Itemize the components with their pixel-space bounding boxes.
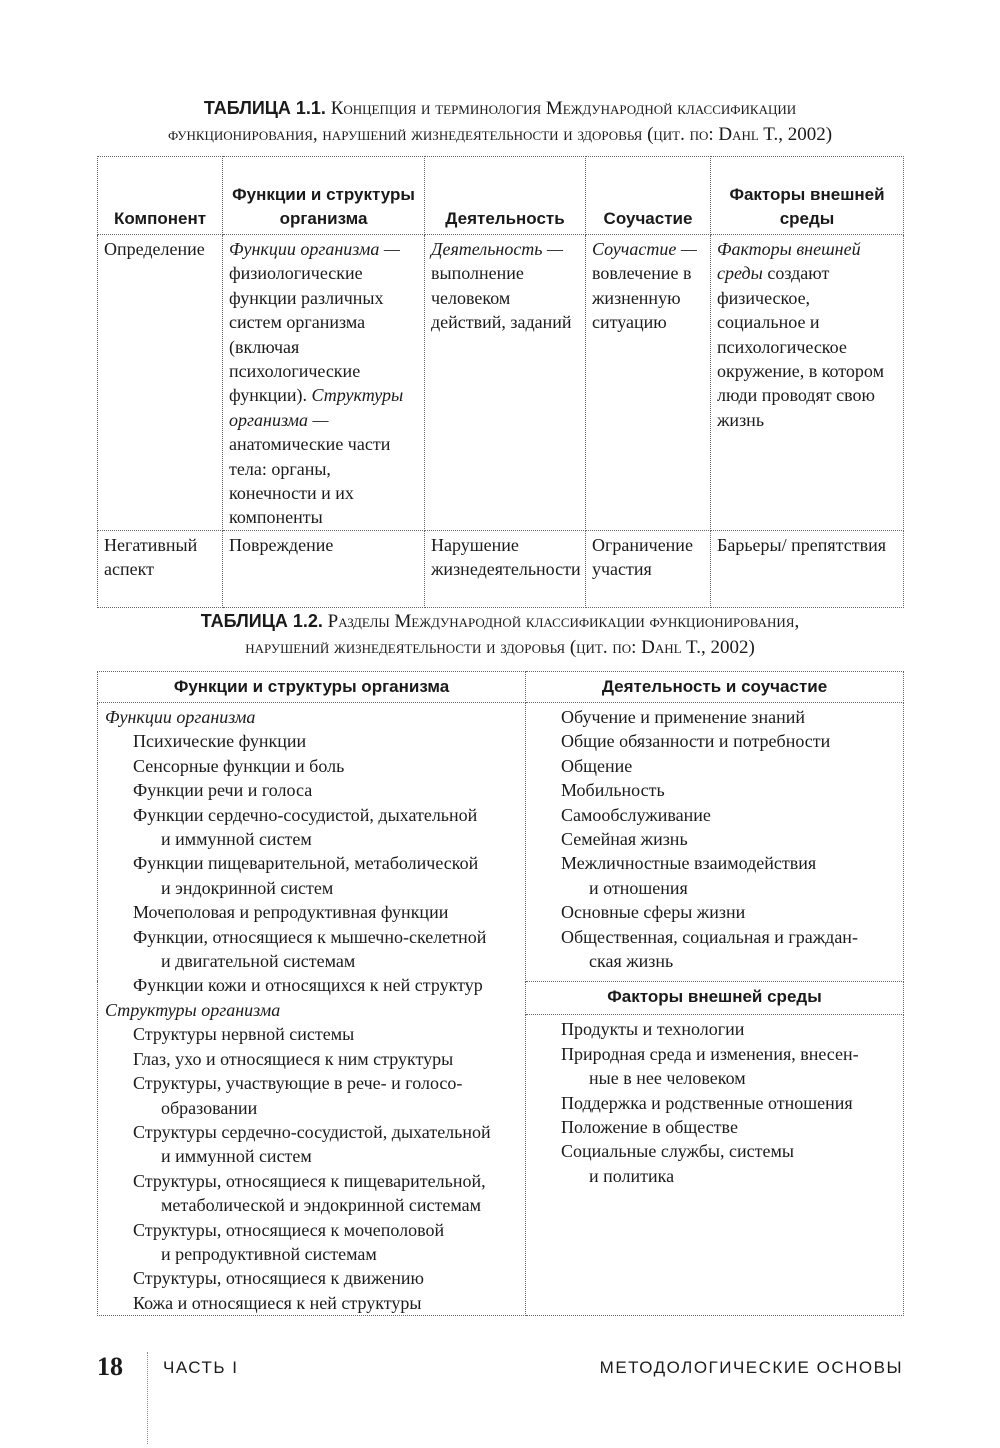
table2-header-row bbox=[98, 672, 904, 703]
env-list bbox=[533, 1017, 895, 1188]
structure-item-text: Структуры, участвующие в рече- и голосо- bbox=[133, 1073, 463, 1094]
structures-term: Структуры организма — bbox=[229, 385, 404, 430]
env-item bbox=[533, 1091, 895, 1115]
footer-section: МЕТОДОЛОГИЧЕСКИЕ ОСНОВЫ bbox=[599, 1358, 903, 1377]
table1-header-environment: Факторы внешней среды bbox=[711, 157, 904, 235]
function-item-continuation: и иммунной систем bbox=[161, 829, 312, 850]
functions-list bbox=[105, 729, 517, 997]
activity-item-text: Общение bbox=[561, 755, 633, 776]
function-item bbox=[105, 803, 517, 852]
structure-item-text: Структуры сердечно-сосудистой, дыхательной bbox=[133, 1121, 491, 1142]
activity-item bbox=[533, 729, 895, 753]
activity-item bbox=[533, 705, 895, 729]
function-item-text: Функции пищеварительной, метаболической bbox=[133, 853, 479, 874]
activity-item bbox=[533, 827, 895, 851]
function-item-continuation: и двигательной системам bbox=[161, 951, 356, 972]
structure-item-continuation: и репродуктивной системам bbox=[161, 1243, 377, 1264]
function-item-continuation: и эндокринной систем bbox=[161, 877, 334, 898]
table2-body-row bbox=[98, 703, 904, 982]
structure-item-text: Глаз, ухо и относящиеся к ним структуры bbox=[133, 1048, 454, 1069]
env-item-text: Социальные службы, системы bbox=[561, 1141, 794, 1162]
env-item bbox=[533, 1017, 895, 1041]
activity-item-text: Общие обязанности и потребности bbox=[561, 731, 831, 752]
definition-participation bbox=[586, 235, 711, 531]
structures-text: анатомические части тела: органы, конечности и их компоненты bbox=[229, 434, 391, 528]
table1-title-line2: функционирования, нарушений жизнедеятельности и здоровья (цит. по: Dahl T., 2002) bbox=[167, 124, 833, 145]
structure-item-text: Кожа и относящиеся к ней структуры bbox=[133, 1292, 422, 1313]
function-item bbox=[105, 900, 517, 924]
table1 bbox=[97, 156, 904, 608]
negative-environment: Барьеры/ препятствия bbox=[711, 530, 904, 607]
activity-item-text: Обучение и применение знаний bbox=[561, 707, 806, 727]
structures-category: Структуры организма bbox=[105, 999, 281, 1020]
structure-item-text: Структуры, относящиеся к пищеварительной, bbox=[133, 1170, 486, 1191]
participation-term: Соучастие — bbox=[592, 239, 697, 259]
activity-item-text: Самообслуживание bbox=[561, 804, 711, 825]
env-item bbox=[533, 1115, 895, 1139]
function-item-text: Функции речи и голоса bbox=[133, 780, 313, 801]
activity-list bbox=[533, 705, 895, 973]
table1-header-activity: Деятельность bbox=[425, 157, 586, 235]
function-item-text: Функции сердечно-сосудистой, дыхательной bbox=[133, 804, 478, 825]
structure-item bbox=[105, 1120, 517, 1169]
table2-env-cell bbox=[526, 1015, 904, 1316]
table1-header-participation: Соучастие bbox=[586, 157, 711, 235]
table2-header-right: Деятельность и соучастие bbox=[526, 672, 904, 703]
function-item bbox=[105, 973, 517, 997]
activity-item bbox=[533, 803, 895, 827]
negative-functions: Повреждение bbox=[223, 530, 425, 607]
table1-caption bbox=[97, 95, 903, 148]
functions-term: Функции организма — bbox=[229, 239, 400, 259]
table1-header-component: Компонент bbox=[98, 157, 223, 235]
definition-functions bbox=[223, 235, 425, 531]
table2-title-line2: нарушений жизнедеятельности и здоровья (цит. по: Dahl T., 2002) bbox=[245, 637, 755, 658]
activity-item-text: Мобильность bbox=[561, 780, 665, 801]
structure-item-text: Структуры нервной системы bbox=[133, 1024, 355, 1045]
table2-title-line1: Разделы Международной классификации функционирования, bbox=[327, 611, 800, 632]
function-item bbox=[105, 729, 517, 753]
structure-item-text: Структуры, относящиеся к движению bbox=[133, 1268, 424, 1289]
footer-divider bbox=[147, 1352, 148, 1444]
structure-item bbox=[105, 1047, 517, 1071]
env-item-continuation: ные в нее человеком bbox=[589, 1068, 746, 1089]
structure-item bbox=[105, 1218, 517, 1267]
env-term: Факторы внешней среды bbox=[717, 239, 861, 284]
definition-environment bbox=[711, 235, 904, 531]
structure-item bbox=[105, 1291, 517, 1315]
structure-item-continuation: и иммунной систем bbox=[161, 1146, 312, 1167]
function-item-text: Мочеполовая и репродуктивная функции bbox=[133, 902, 449, 923]
table1-row-definition bbox=[98, 235, 904, 531]
structure-item bbox=[105, 1266, 517, 1290]
activity-term: Деятельность — bbox=[431, 239, 564, 259]
env-item-text: Поддержка и родственные отношения bbox=[561, 1092, 853, 1113]
table1-header-functions: Функции и структуры организма bbox=[223, 157, 425, 235]
negative-participation: Ограничение участия bbox=[586, 530, 711, 607]
activity-item bbox=[533, 754, 895, 778]
table2-label: ТАБЛИЦА 1.2. bbox=[200, 611, 323, 631]
footer-part: ЧАСТЬ I bbox=[163, 1358, 239, 1377]
function-item-text: Сенсорные функции и боль bbox=[133, 755, 345, 776]
table2 bbox=[97, 671, 904, 1316]
structure-item bbox=[105, 1022, 517, 1046]
table2-activity-cell bbox=[526, 703, 904, 982]
structure-item bbox=[105, 1169, 517, 1218]
activity-item-text: Семейная жизнь bbox=[561, 829, 688, 850]
table2-header-left: Функции и структуры организма bbox=[98, 672, 526, 703]
table2-left-cell bbox=[98, 703, 526, 1316]
env-item-text: Положение в обществе bbox=[561, 1117, 738, 1138]
function-item-text: Функции кожи и относящихся к ней структур bbox=[133, 975, 483, 996]
activity-item bbox=[533, 925, 895, 974]
function-item-text: Функции, относящиеся к мышечно-скелетной bbox=[133, 926, 487, 947]
activity-item-text: Межличностные взаимодействия bbox=[561, 853, 817, 874]
activity-item bbox=[533, 900, 895, 924]
env-item-continuation: и политика bbox=[589, 1165, 675, 1186]
structure-item bbox=[105, 1071, 517, 1120]
function-item-text: Психические функции bbox=[133, 731, 307, 752]
function-item bbox=[105, 778, 517, 802]
activity-text: выполнение человеком действий, заданий bbox=[431, 263, 572, 333]
activity-item-continuation: ская жизнь bbox=[589, 951, 674, 972]
activity-item-text: Основные сферы жизни bbox=[561, 902, 746, 923]
structure-item-continuation: метаболической и эндокринной системам bbox=[161, 1195, 481, 1216]
env-text: создают физическое, социальное и психологическое окружение, в котором люди проводят свою жизнь bbox=[717, 263, 884, 430]
table2-caption bbox=[97, 608, 903, 661]
env-item bbox=[533, 1139, 895, 1188]
definition-activity bbox=[425, 235, 586, 531]
structure-item-text: Структуры, относящиеся к мочеполовой bbox=[133, 1219, 445, 1240]
env-item-text: Продукты и технологии bbox=[561, 1019, 745, 1040]
table2-header-env: Факторы внешней среды bbox=[526, 981, 904, 1015]
negative-label: Негативный аспект bbox=[98, 530, 223, 607]
table1-label: ТАБЛИЦА 1.1. bbox=[203, 98, 326, 118]
functions-text: физиологические функции различных систем организма (включая психологические функции). bbox=[229, 263, 384, 406]
participation-text: вовлечение в жизненную ситуацию bbox=[592, 263, 692, 333]
activity-item-text: Общественная, социальная и граждан- bbox=[561, 926, 858, 947]
page-number: 18 bbox=[97, 1352, 123, 1381]
table1-row-negative bbox=[98, 530, 904, 607]
negative-activity: Нарушение жизнедеятельности bbox=[425, 530, 586, 607]
page-footer bbox=[97, 1352, 903, 1382]
structures-list bbox=[105, 1022, 517, 1315]
activity-item bbox=[533, 778, 895, 802]
function-item bbox=[105, 754, 517, 778]
activity-item bbox=[533, 851, 895, 900]
functions-category: Функции организма bbox=[105, 707, 256, 727]
function-item bbox=[105, 925, 517, 974]
activity-item-continuation: и отношения bbox=[589, 877, 688, 898]
table1-title-line1: Концепция и терминология Международной классификации bbox=[330, 98, 797, 119]
structure-item-continuation: образовании bbox=[161, 1097, 258, 1118]
env-item bbox=[533, 1042, 895, 1091]
table1-header-row bbox=[98, 157, 904, 235]
definition-label: Определение bbox=[98, 235, 223, 531]
env-item-text: Природная среда и изменения, внесен- bbox=[561, 1043, 859, 1064]
function-item bbox=[105, 851, 517, 900]
